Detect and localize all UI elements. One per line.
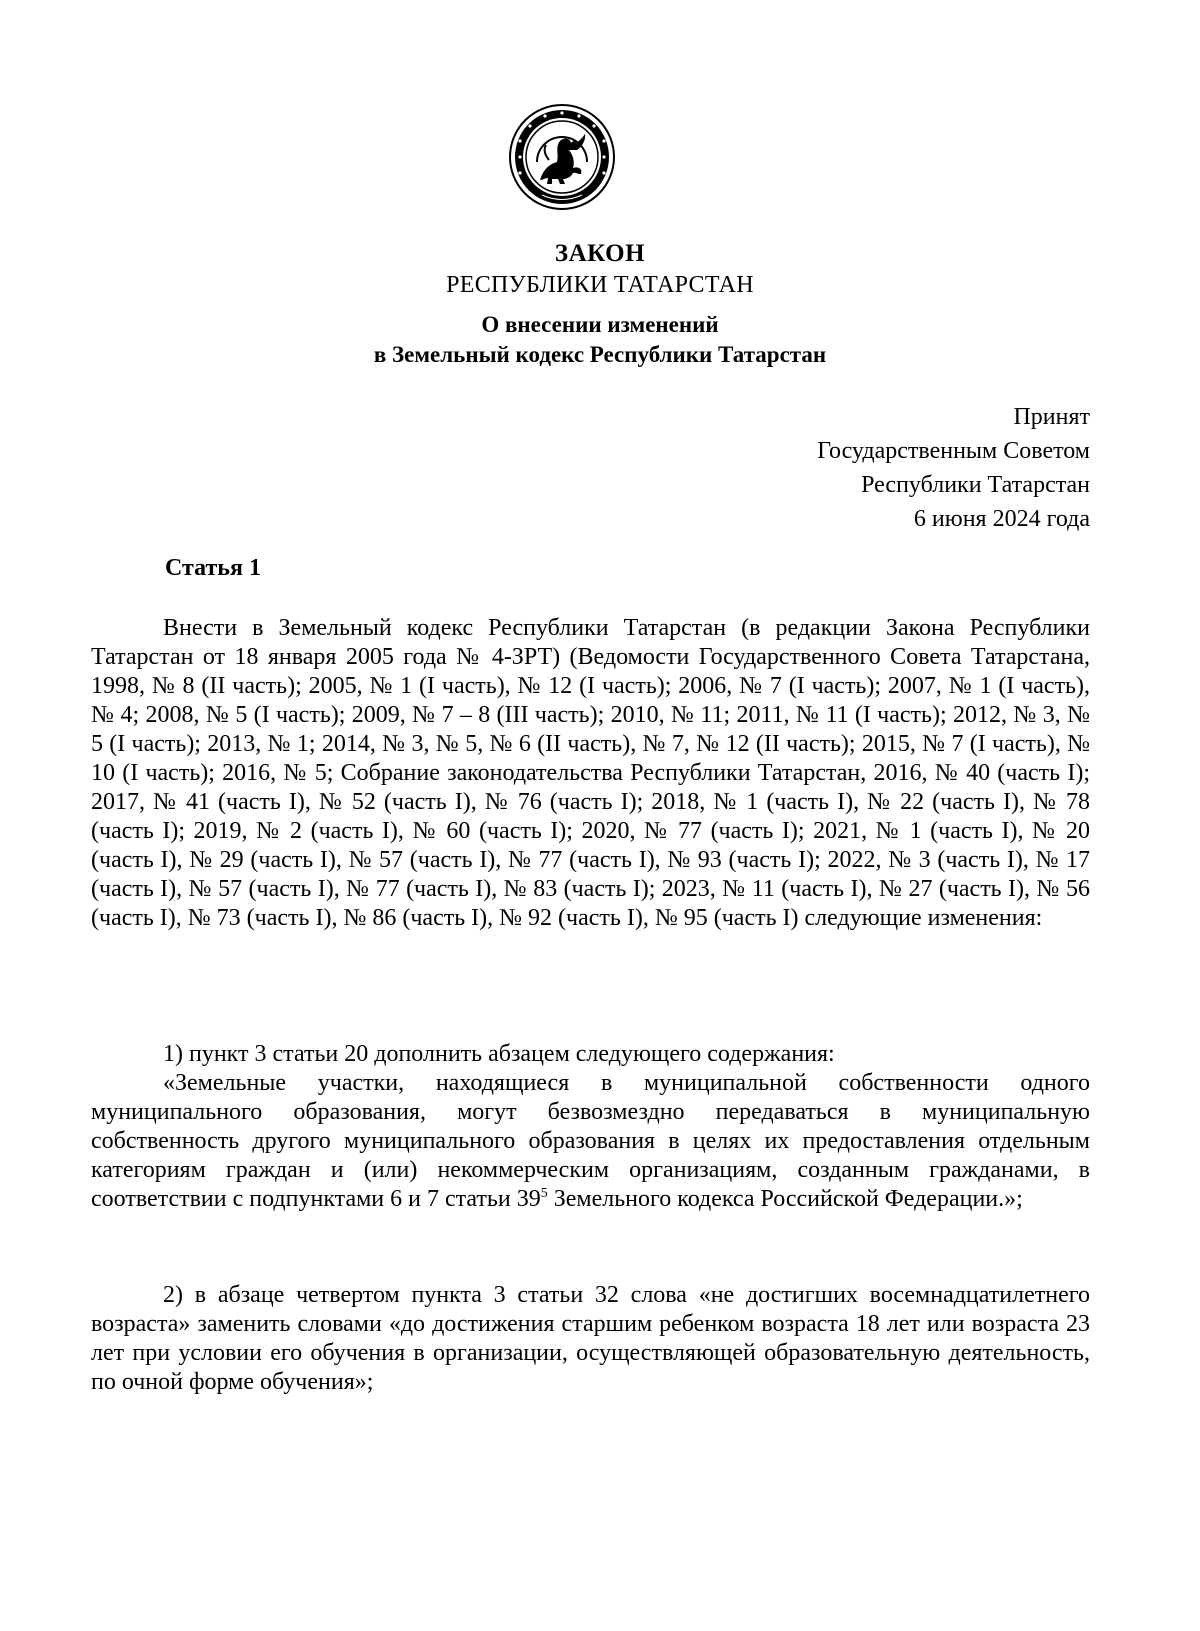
tatarstan-coat-of-arms-icon [507,100,617,212]
article-intro-paragraph: Внести в Земельный кодекс Республики Татарстан (в редакции Закона Республики Татарстан от 18 января 2005 года № 4-ЗРТ) (Ведомости Государственного Совета Татарстана, 1998, № 8 (II часть); 2005, № 1 (I часть), № 12 (I часть); 2006, № 7 (I часть); 2007, № 1 (I часть), № 4; 2008, № 5 (I часть); 2009, № 7 – 8 (III часть); 2010, № 11; 2011, № 11 (I часть); 2012, № 3, № 5 (I часть); 2013, № 1; 2014, № 3, № 5, № 6 (II часть), № 7, № 12 (II часть); 2015, № 7 (I часть), № 10 (I часть); 2016, № 5; Собрание законодательства Республики Татарстан, 2016, № 40 (часть I); 2017, № 41 (часть I), № 52 (часть I), № 76 (часть I); 2018, № 1 (часть I), № 22 (часть I), № 78 (часть I); 2019, № 2 (часть I), № 60 (часть I); 2020, № 77 (часть I); 2021, № 1 (часть I), № 20 (часть I), № 29 (часть I), № 57 (часть I), № 77 (часть I), № 93 (часть I); 2022, № 3 (часть I), № 17 (часть I), № 57 (часть I), № 77 (часть I), № 83 (часть I); 2023, № 11 (часть I), № 27 (часть I), № 56 (часть I), № 73 (часть I), № 86 (часть I), № 92 (часть I), № 95 (часть I) следующие изменения: [91,615,1090,931]
adoption-block [817,400,1090,536]
item-1-quote-superscript: 5 [540,1186,548,1201]
item-2-block [91,1281,1090,1397]
law-title: ЗАКОН [554,240,646,267]
item-1-quote-tail: Земельного кодекса Российской Федерации.»; [547,1186,1023,1212]
article-intro-block [91,614,1090,933]
item-2-paragraph: 2) в абзаце четвертом пункта 3 статьи 32 слова «не достигших восемнадцатилетнего возраста» заменить словами «до достижения старшим ребенком возраста 18 лет или возраста 23 лет при условии его обучения в организации, осуществляющей образовательную деятельность, по очной форме обучения»; [91,1282,1090,1395]
law-subject-line1: О внесении изменений [481,312,719,337]
item-1-quote [91,1069,1090,1214]
adoption-date: 6 июня 2024 года [913,506,1090,532]
item-1-quote-text: «Земельные участки, находящиеся в муниципальной собственности одного муниципального образования, могут безвозмездно передаваться в муниципальную собственность другого муниципального образования в целях их предоставления отдельным категориям граждан и (или) некоммерческим организациям, созданным гражданами, в соответствии с подпунктами 6 и 7 статьи 39 [91,1070,1090,1212]
article-heading: Статья 1 [165,555,261,581]
item-1-block [91,1040,1090,1214]
law-subject-line2: в Земельный кодекс Республики Татарстан [373,342,827,367]
item-1-intro: 1) пункт 3 статьи 20 дополнить абзацем следующего содержания: [163,1041,835,1067]
adoption-line-3: Республики Татарстан [861,472,1090,498]
law-republic: РЕСПУБЛИКИ ТАТАРСТАН [446,272,754,298]
adoption-line-1: Принят [1013,404,1090,430]
adoption-line-2: Государственным Советом [817,438,1090,464]
